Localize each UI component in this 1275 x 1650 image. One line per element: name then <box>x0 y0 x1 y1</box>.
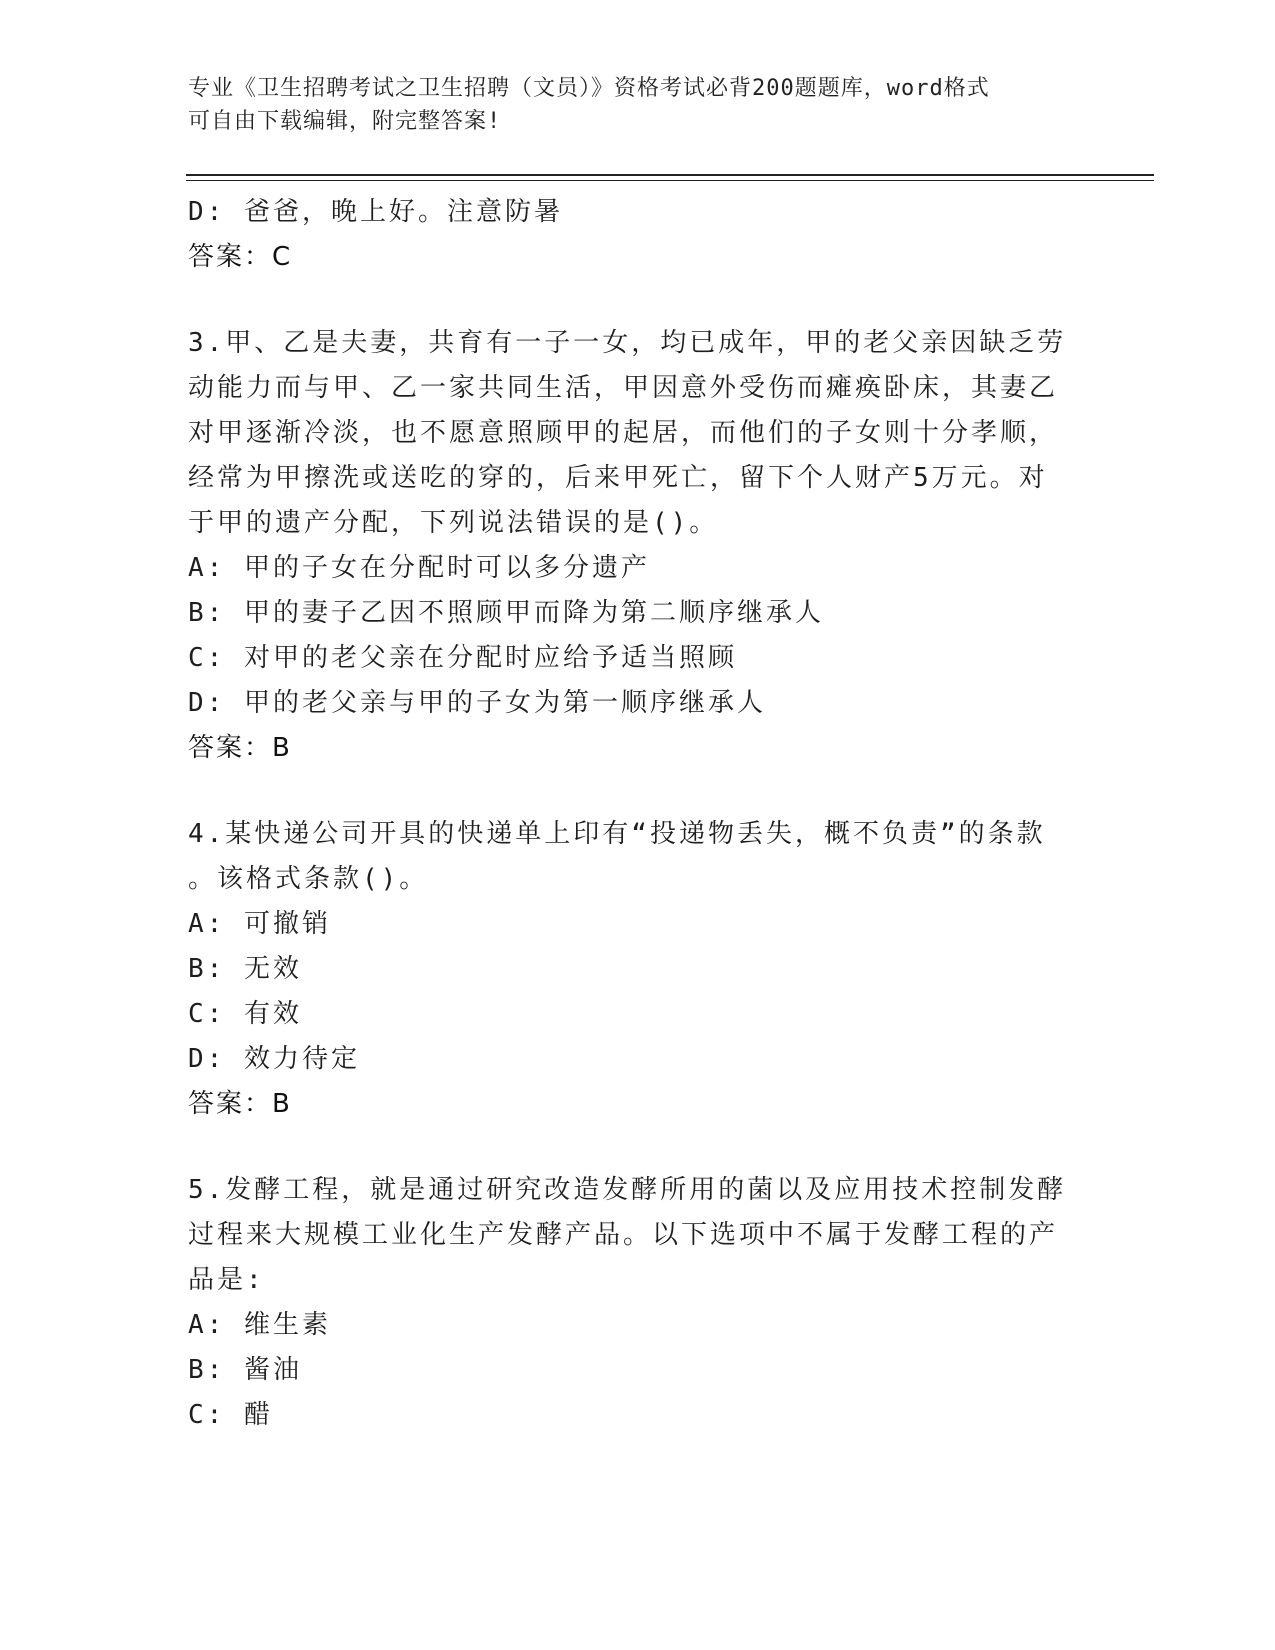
q4-stem-line-1: 4.某快递公司开具的快递单上印有“投递物丢失，概不负责”的条款 <box>188 819 1046 849</box>
q3-option-d: D: 甲的老父亲与甲的子女为第一顺序继承人 <box>188 688 766 718</box>
header-rule-thick <box>186 174 1154 176</box>
question-4 <box>188 812 1068 1127</box>
q3-option-c: C: 对甲的老父亲在分配时应给予适当照顾 <box>188 643 737 673</box>
q3-stem-line-1: 3.甲、乙是夫妻，共育有一子一女，均已成年，甲的老父亲因缺乏劳 <box>188 328 1067 358</box>
q2-answer: 答案：C <box>188 242 293 272</box>
q3-answer: 答案：B <box>188 733 292 763</box>
header-title-line-1: 专业《卫生招聘考试之卫生招聘（文员）》资格考试必背200题题库，word格式 <box>188 76 990 101</box>
q5-option-a: A: 维生素 <box>188 1310 331 1340</box>
q5-stem-line-1: 5.发酵工程，就是通过研究改造发酵所用的菌以及应用技术控制发酵 <box>188 1175 1067 1205</box>
header-title-line-2: 可自由下载编辑，附完整答案! <box>188 109 502 134</box>
q4-answer: 答案：B <box>188 1089 292 1119</box>
q3-stem-line-3: 对甲逐渐冷淡，也不愿意照顾甲的起居，而他们的子女则十分孝顺， <box>188 418 1059 448</box>
q5-option-c: C: 醋 <box>188 1400 273 1430</box>
question-2-tail <box>188 190 1068 280</box>
q3-stem-line-2: 动能力而与甲、乙一家共同生活，甲因意外受伤而瘫痪卧床，其妻乙 <box>188 373 1059 403</box>
q4-option-a: A: 可撤销 <box>188 909 331 939</box>
question-3 <box>188 321 1068 771</box>
spacer <box>188 1127 1068 1168</box>
spacer <box>188 771 1068 812</box>
q5-stem-line-2: 过程来大规模工业化生产发酵产品。以下选项中不属于发酵工程的产 <box>188 1220 1059 1250</box>
q4-option-b: B: 无效 <box>188 954 302 984</box>
q3-option-a: A: 甲的子女在分配时可以多分遗产 <box>188 553 650 583</box>
header-rule-thin <box>186 180 1154 181</box>
q4-stem-line-2: 。该格式条款()。 <box>188 864 429 894</box>
q3-option-b: B: 甲的妻子乙因不照顾甲而降为第二顺序继承人 <box>188 598 824 628</box>
q3-stem-line-4: 经常为甲擦洗或送吃的穿的，后来甲死亡，留下个人财产5万元。对 <box>188 463 1048 493</box>
question-content <box>188 190 1068 1438</box>
page-header <box>188 72 1068 138</box>
spacer <box>188 280 1068 321</box>
q3-stem-line-5: 于甲的遗产分配，下列说法错误的是()。 <box>188 508 719 538</box>
q5-option-b: B: 酱油 <box>188 1355 302 1385</box>
question-5 <box>188 1168 1068 1438</box>
q2-option-d: D: 爸爸，晚上好。注意防暑 <box>188 197 563 227</box>
q4-option-c: C: 有效 <box>188 999 302 1029</box>
q4-option-d: D: 效力待定 <box>188 1044 360 1074</box>
q5-stem-line-3: 品是: <box>188 1265 265 1295</box>
